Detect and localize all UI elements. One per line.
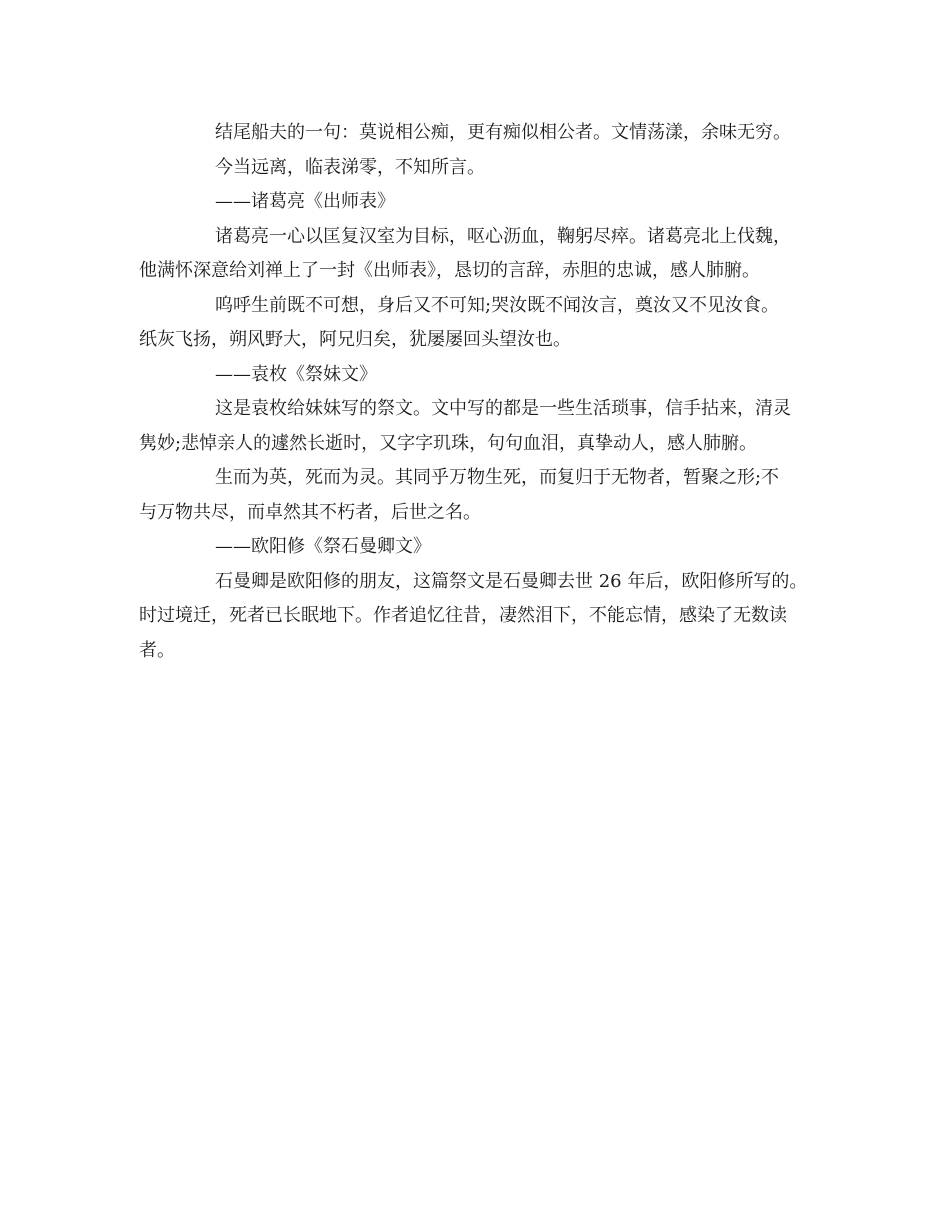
document-body: [139, 116, 829, 668]
quote-line: [139, 461, 829, 530]
text-line: 纸灰飞扬，朔风野大，阿兄归矣，犹屡屡回头望汝也。: [139, 329, 571, 350]
paragraph: [139, 565, 829, 669]
text-line: 石曼卿是欧阳修的朋友，这篇祭文是石曼卿去世 26 年后，欧阳修所写的。: [215, 570, 808, 592]
text-line: ——诸葛亮《出师表》: [215, 191, 395, 212]
text-line: 今当远离，临表涕零，不知所言。: [215, 156, 485, 178]
text-line: 结尾船夫的一句：莫说相公痴，更有痴似相公者。文情荡漾，余味无穷。: [215, 122, 791, 143]
quote-attribution: [139, 185, 829, 220]
quote-attribution: [139, 358, 829, 393]
paragraph: [139, 392, 829, 461]
text-line: ——欧阳修《祭石曼卿文》: [215, 536, 431, 557]
quote-line: [139, 289, 829, 358]
text-line: 诸葛亮一心以匡复汉室为目标，呕心沥血，鞠躬尽瘁。诸葛亮北上伐魏，: [215, 225, 791, 247]
text-line: 呜呼生前既不可想，身后又不可知;哭汝既不闻汝言，奠汝又不见汝食。: [215, 294, 780, 316]
paragraph: [139, 116, 829, 151]
text-line: 他满怀深意给刘禅上了一封《出师表》，恳切的言辞，赤胆的忠诚，感人肺腑。: [139, 260, 760, 281]
text-line: 这是袁枚给妹妹写的祭文。文中写的都是一些生活琐事，信手拈来，清灵: [215, 398, 791, 419]
paragraph: [139, 220, 829, 289]
text-line: ——袁枚《祭妹文》: [215, 363, 377, 385]
quote-attribution: [139, 530, 829, 565]
text-line: 者。: [139, 639, 175, 661]
text-line: 隽妙;悲悼亲人的遽然长逝时，又字字玑珠，句句血泪，真挚动人，感人肺腑。: [139, 432, 758, 454]
text-line: 生而为英，死而为灵。其同乎万物生死，而复归于无物者，暂聚之形;不: [215, 467, 780, 488]
text-line: 与万物共尽，而卓然其不朽者，后世之名。: [139, 501, 481, 523]
text-line: 时过境迁，死者已长眠地下。作者追忆往昔，凄然泪下，不能忘情，感染了无数读: [139, 605, 787, 626]
quote-line: [139, 151, 829, 186]
